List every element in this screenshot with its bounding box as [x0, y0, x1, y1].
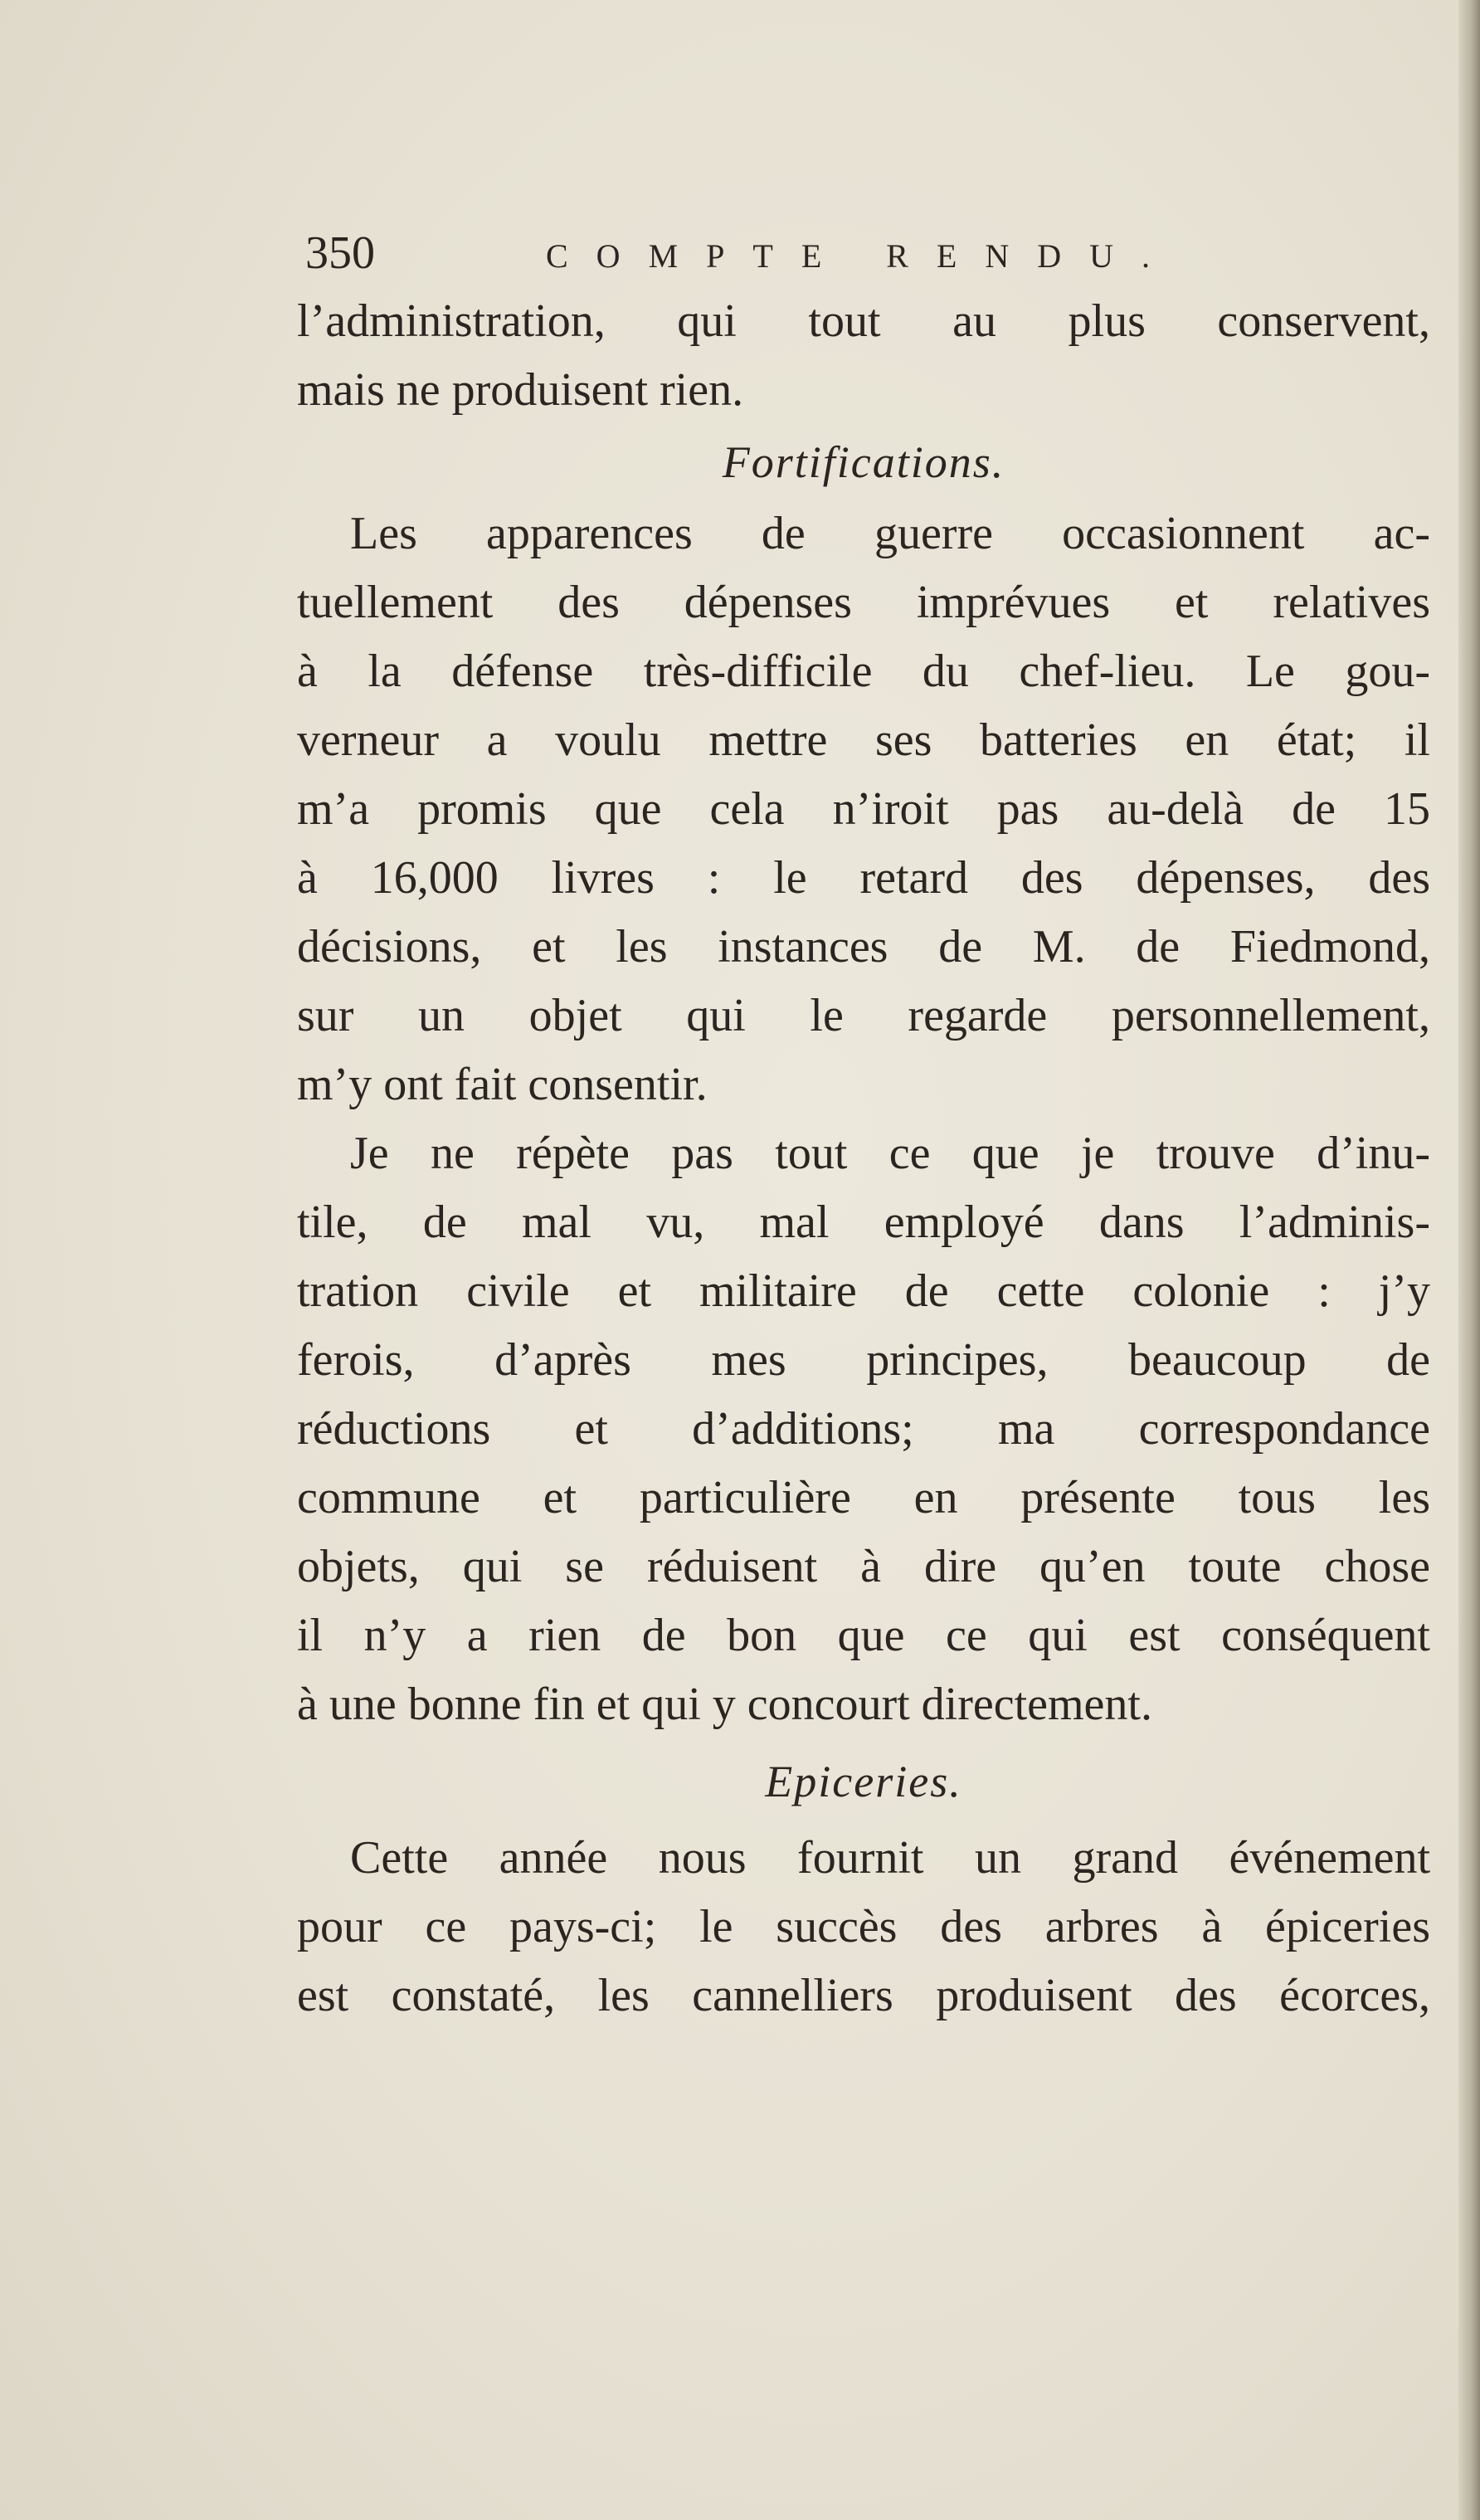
page-edge [1458, 0, 1480, 2520]
text-line: objets, qui se réduisent à dire qu’en toute chose [297, 1541, 1430, 1592]
text-line: tuellement des dépenses imprévues et relatives [297, 577, 1430, 628]
text-line: Les apparences de guerre occasionnent ac- [350, 508, 1430, 559]
section-heading-epiceries: Epiceries. [765, 1757, 962, 1806]
text-line: réductions et d’additions; ma correspondance [297, 1403, 1430, 1455]
text-line: pour ce pays-ci; le succès des arbres à épiceries [297, 1901, 1430, 1952]
text-line: l’administration, qui tout au plus conservent, [297, 295, 1430, 347]
page-number: 350 [305, 227, 375, 279]
text-line: tile, de mal vu, mal employé dans l’adminis- [297, 1197, 1430, 1248]
text-line: à une bonne fin et qui y concourt directement. [297, 1679, 1152, 1730]
text-line: est constaté, les cannelliers produisent des écorces, [297, 1970, 1430, 2021]
text-line: tration civile et militaire de cette colonie : j’y [297, 1265, 1430, 1317]
text-line: m’a promis que cela n’iroit pas au-delà de 15 [297, 783, 1430, 835]
text-line: commune et particulière en présente tous les [297, 1472, 1430, 1523]
text-line: verneur a voulu mettre ses batteries en état; il [297, 714, 1430, 766]
running-title: COMPTE RENDU. [546, 237, 1179, 275]
text-line: Cette année nous fournit un grand événement [350, 1832, 1430, 1884]
text-line: décisions, et les instances de M. de Fiedmond, [297, 921, 1430, 972]
text-line: mais ne produisent rien. [297, 364, 744, 416]
running-header [297, 224, 1430, 282]
section-heading-fortifications: Fortifications. [722, 437, 1005, 487]
text-line: ferois, d’après mes principes, beaucoup de [297, 1334, 1430, 1386]
text-line: à 16,000 livres : le retard des dépenses, des [297, 852, 1430, 904]
text-line: il n’y a rien de bon que ce qui est conséquent [297, 1610, 1430, 1661]
text-line: Je ne répète pas tout ce que je trouve d’inu- [350, 1128, 1430, 1179]
text-line: à la défense très-difficile du chef-lieu. Le gou- [297, 646, 1430, 697]
text-line: m’y ont fait consentir. [297, 1059, 708, 1110]
text-line: sur un objet qui le regarde personnellement, [297, 990, 1430, 1041]
text-block [297, 224, 1430, 2030]
